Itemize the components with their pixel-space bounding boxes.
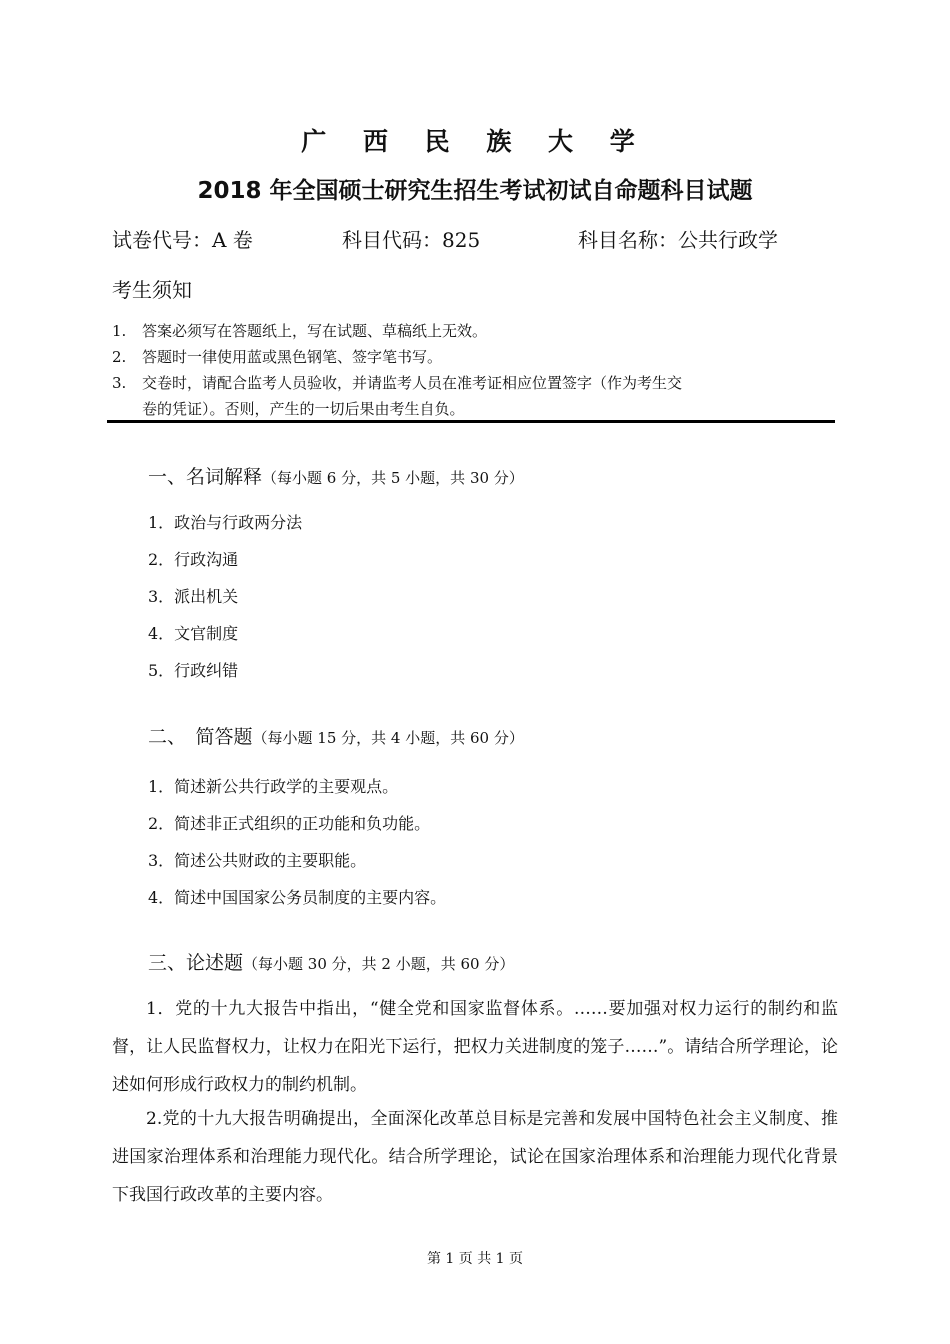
notice-item-number: 2. (112, 348, 127, 366)
subject-name: 科目名称：公共行政学 (578, 228, 778, 252)
section-1-item: 1．政治与行政两分法 (148, 513, 303, 532)
exam-title: 2018 年全国硕士研究生招生考试初试自命题科目试题 (197, 178, 753, 204)
notice-item (112, 318, 840, 344)
notice-item (112, 370, 840, 396)
section-3-title: 三、论述题 (148, 952, 244, 974)
subject-code: 科目代码：825 (342, 228, 481, 252)
section-1-item: 3．派出机关 (148, 587, 239, 606)
section-3-heading (148, 948, 514, 975)
divider (107, 420, 835, 423)
section-1-title: 一、名词解释 (148, 466, 263, 488)
section-2-item: 2．简述非正式组织的正功能和负功能。 (148, 814, 431, 833)
section-2-item: 4．简述中国国家公务员制度的主要内容。 (148, 888, 447, 907)
section-1-item: 4．文官制度 (148, 624, 239, 643)
section-1-note: （每小题 6 分，共 5 小题，共 30 分） (262, 469, 524, 487)
section-1-item: 2．行政沟通 (148, 550, 239, 569)
university-name: 广 西 民 族 大 学 (301, 127, 649, 156)
notice-item-number: 3. (112, 374, 127, 392)
notice-item-continuation: 卷的凭证）。否则，产生的一切后果由考生自负。 (142, 400, 465, 418)
notice-list (112, 318, 840, 422)
section-1-item: 5．行政纠错 (148, 661, 239, 680)
notice-heading: 考生须知 (112, 278, 192, 302)
notice-item-text: 答题时一律使用蓝或黑色钢笔、签字笔书写。 (142, 348, 443, 366)
notice-item-text: 交卷时，请配合监考人员验收，并请监考人员在准考证相应位置签字（作为考生交 (142, 374, 683, 392)
section-2-item: 3．简述公共财政的主要职能。 (148, 851, 367, 870)
essay-question-2 (112, 1100, 838, 1214)
page-number: 第 1 页 共 1 页 (426, 1251, 524, 1267)
section-2-heading (148, 722, 524, 749)
notice-item-number: 1. (112, 322, 127, 340)
paper-code: 试卷代号：A 卷 (112, 228, 253, 252)
essay-question-1 (112, 990, 838, 1104)
notice-item (112, 344, 840, 370)
essay-question-1-text: 1．党的十九大报告中指出，“健全党和国家监督体系。……要加强对权力运行的制约和监督，让人民监督权力，让权力在阳光下运行，把权力关进制度的笼子……”。请结合所学理论，论述如何形成行政权力的制约机制。 (112, 999, 838, 1095)
section-2-title: 二、 简答题 (148, 726, 253, 748)
notice-item-text: 答案必须写在答题纸上，写在试题、草稿纸上无效。 (142, 322, 488, 340)
essay-question-2-text: 2.党的十九大报告明确提出，全面深化改革总目标是完善和发展中国特色社会主义制度、推进国家治理体系和治理能力现代化。结合所学理论，试论在国家治理体系和治理能力现代化背景下我国行政改革的主要内容。 (112, 1109, 838, 1205)
section-3-note: （每小题 30 分，共 2 小题，共 60 分） (243, 955, 515, 973)
section-2-note: （每小题 15 分，共 4 小题，共 60 分） (252, 729, 524, 747)
section-1-heading (148, 462, 524, 489)
section-2-item: 1．简述新公共行政学的主要观点。 (148, 777, 399, 796)
